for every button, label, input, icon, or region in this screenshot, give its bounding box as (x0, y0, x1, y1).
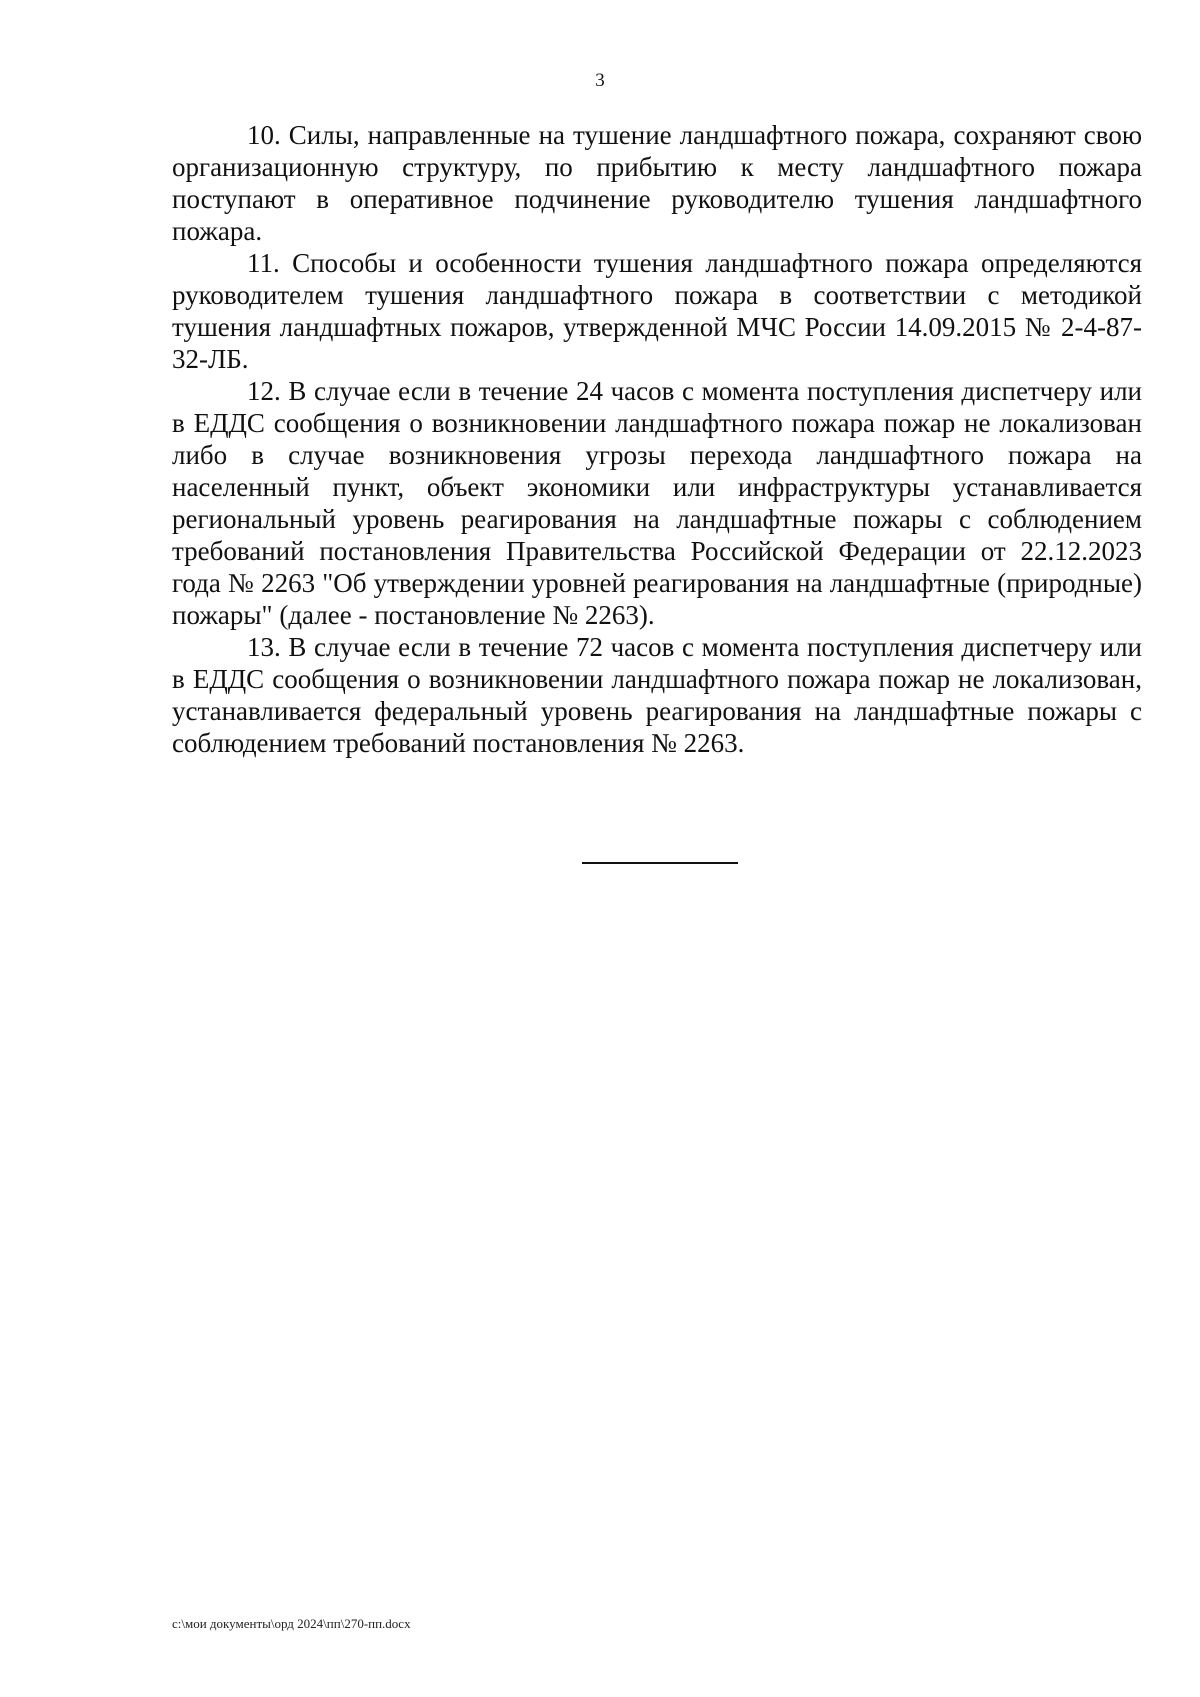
paragraph-12: 12. В случае если в течение 24 часов с момента поступления диспетчеру или в ЕДДС сообщения о возникновении ландшафтного пожара пожар не локализован либо в случае возникновения угрозы перехода ландшафтного пожара на населенный пункт, объект экономики или инфраструктуры устанавливается региональный уровень реагирования на ландшафтные пожары с соблюдением требований постановления Правительства Российской Федерации от 22.12.2023 года № 2263 "Об утверждении уровней реагирования на ландшафтные (природные) пожары" (далее - постановление № 2263). (172, 376, 1142, 630)
page-number: 3 (595, 70, 605, 91)
paragraph-13: 13. В случае если в течение 72 часов с момента поступления диспетчеру или в ЕДДС сообщения о возникновении ландшафтного пожара пожар не локализован, устанавливается федеральный уровень реагирования на ландшафтные пожары с соблюдением требований постановления № 2263. (172, 632, 1142, 758)
footer-file-path: c:\мои документы\орд 2024\пп\270-пп.docx (172, 1616, 411, 1631)
end-separator-line (582, 862, 738, 864)
paragraph-10: 10. Силы, направленные на тушение ландшафтного пожара, сохраняют свою организационную структуру, по прибытию к месту ландшафтного пожара поступают в оперативное подчинение руководителю тушения ландшафтного пожара. (172, 120, 1142, 246)
paragraph-11: 11. Способы и особенности тушения ландшафтного пожара определяются руководителем тушения ландшафтного пожара в соответствии с методикой тушения ландшафтных пожаров, утвержденной МЧС России 14.09.2015 № 2-4-87-32-ЛБ. (172, 248, 1142, 374)
document-body (172, 119, 1142, 759)
